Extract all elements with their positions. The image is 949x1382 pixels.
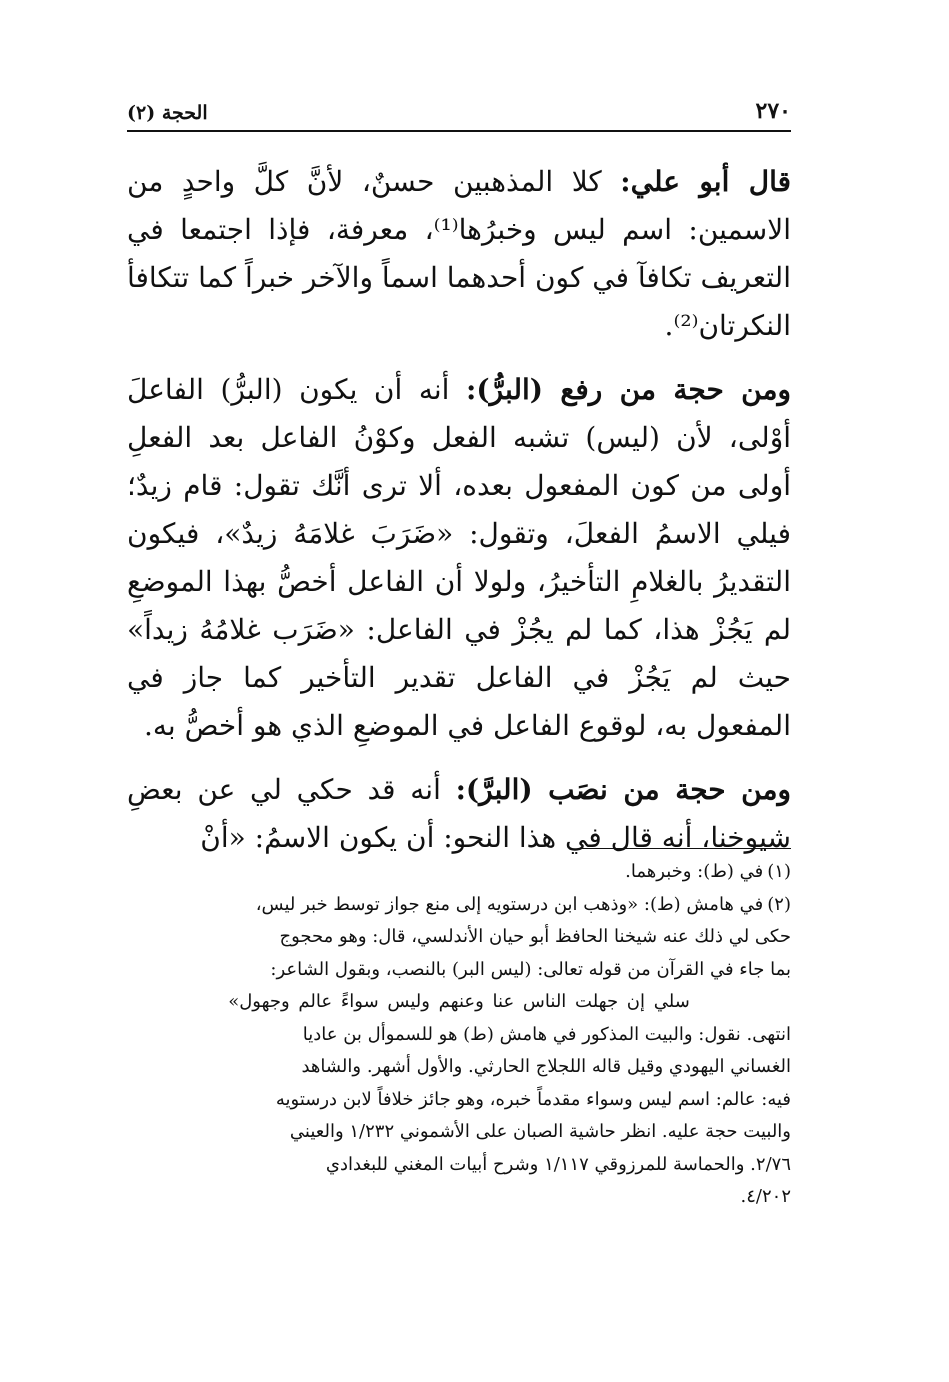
poetry-verse: سلي إن جهلت الناس عنا وعنهم وليس سواءً عالم وجهول» [228,991,690,1012]
footnote-line: الغساني اليهودي وقيل قاله اللجلاج الحارثي. والأول أشهر. والشاهد [301,1056,791,1077]
footnote-text: في (ط): وخبرهما. [625,861,764,882]
footnotes [127,856,791,1214]
footnote-line: انتهى. نقول: والبيت المذكور في هامش (ط) هو للسموأل بن عاديا [302,1023,791,1045]
paragraph-abu-ali [127,158,791,350]
footnote-line: ٤/٢٠٢. [740,1186,791,1207]
footnote-number: (١) [767,861,791,882]
paragraph-text: كلا المذهبين حسنٌ، لأنَّ كلَّ واحدٍ من الاسمين: اسم ليس وخبرُها⁽¹⁾، معرفة، فإذا اجتمعا في التعريف تكافآ في كون أحدهما اسماً والآخر خبراً كما تتكافأ النكرتان⁽²⁾. [127,165,791,342]
footnote-1 [127,856,791,889]
running-title: الحجة (٢) [127,102,208,124]
paragraph-raf [127,366,791,750]
paragraph-lead: قال أبو علي: [620,165,791,198]
footnote-number: (٢) [767,893,791,915]
footnote-line: ٢/٧٦. والحماسة للمرزوقي ١/١١٧ وشرح أبيات المغني للبغدادي [325,1153,791,1175]
footnote-line: فيه: عالم: اسم ليس وسواء مقدماً خبره، وهو جائز خلافاً لابن درستويه [275,1088,791,1110]
footnote-divider [581,848,791,849]
footnote-line: (٢)في هامش (ط): «وذهب ابن درستويه إلى منع جواز توسط خبر ليس، [255,893,791,915]
main-text [127,158,791,878]
footnote-line: والبيت حجة عليه. انظر حاشية الصبان على الأشموني ١/٢٣٢ والعيني [289,1121,791,1142]
paragraph-text: أنه قد حكي لي عن بعضِ شيوخنا، أنه قال في هذا النحو: أن يكون الاسمُ: «أنْ [127,773,791,854]
footnote-line: حكى لي ذلك عنه شيخنا الحافظ أبو حيان الأندلسي، قال: وهو محجوج [279,926,791,947]
paragraph-text: أنه أن يكون (البرُّ) الفاعلَ أوْلى، لأن (ليس) تشبه الفعل وكوْنُ الفاعل بعد الفعلِ أولى من كون المفعول بعده، ألا ترى أنَّك تقول: قام زيدٌ؛ فيلي الاسمُ الفعلَ، وتقول: «ضَرَبَ غلامَهُ زيدٌ»، فيكون التقديرُ بالغلامِ التأخيرُ، ولولا أن الفاعل أخصُّ بهذا الموضعِ لم يَجُزْ هذا، كما لم يجُزْ في الفاعل: «ضَرَب غلامُهُ زيداً» حيث لم يَجُزْ في الفاعل تقدير التأخير كما جاز في المفعول به، لوقوع الفاعل في الموضعِ الذي هو أخصُّ به. [127,373,791,742]
paragraph-lead: ومن حجة من نصَب (البرَّ): [455,773,791,806]
page-number: ٢٧٠ [755,98,791,124]
footnote-line: بما جاء في القرآن من قوله تعالى: (ليس البر) بالنصب، وبقول الشاعر: [270,958,791,980]
paragraph-lead: ومن حجة من رفع (البرُّ): [465,373,791,406]
page-header [127,96,791,132]
footnote-2 [127,889,791,1214]
